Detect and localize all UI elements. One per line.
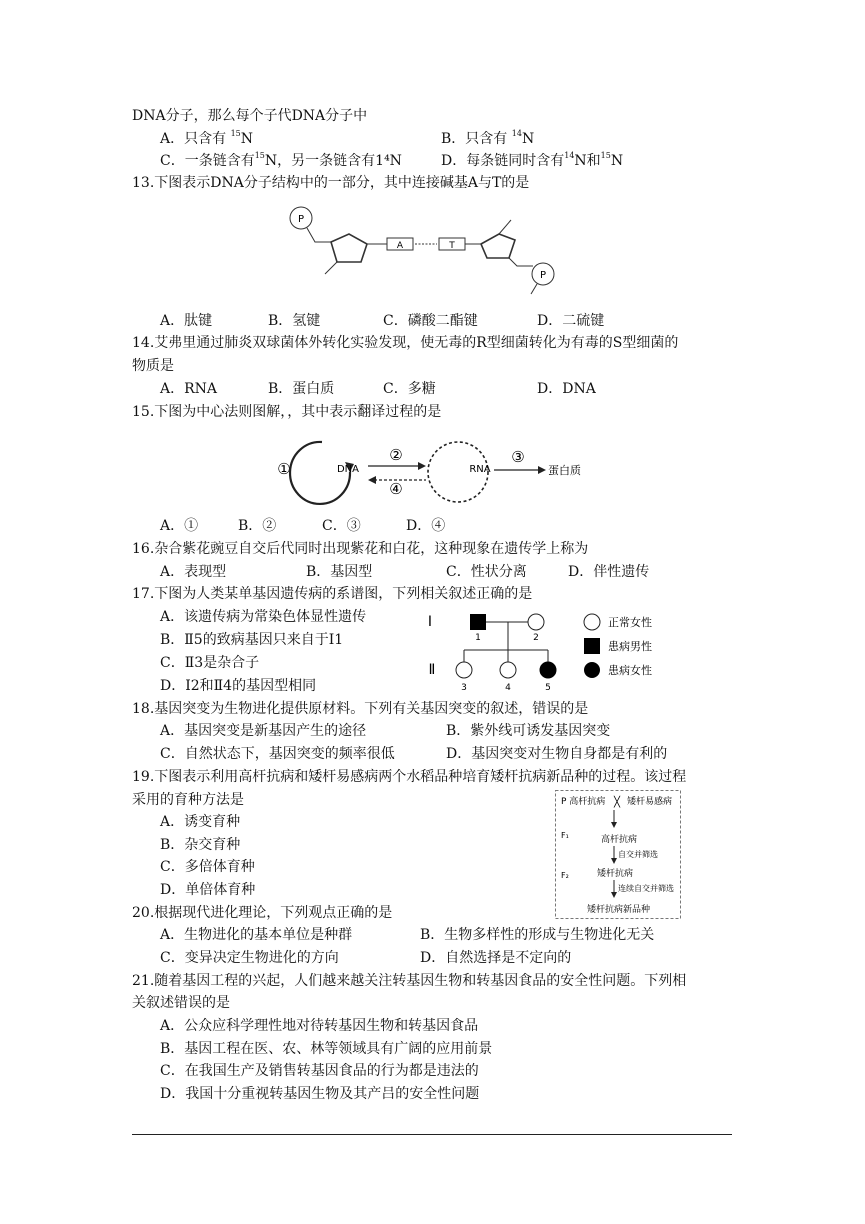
q12-b-text: B．只含有 (441, 131, 512, 147)
arrow-head (538, 466, 546, 474)
question-14-stem-line1: 14.艾弗里通过肺炎双球菌体外转化实验发现，使无毒的R型细菌转化为有毒的S型细菌的 (132, 335, 679, 351)
q20-option-a[interactable]: A．生物进化的基本单位是种群 (160, 927, 353, 943)
q12-d-sup2: 15 (600, 151, 611, 161)
q21-option-c[interactable]: C．在我国生产及销售转基因食品的行为都是违法的 (160, 1063, 479, 1079)
q16-option-d[interactable]: D．伴性遗传 (568, 564, 650, 580)
q14-option-c[interactable]: C．多糖 (383, 381, 436, 397)
q12-c-unit: N，另一条链含有1⁴N (264, 153, 402, 169)
bond-line (499, 220, 511, 234)
q14-option-a[interactable]: A．RNA (160, 381, 218, 397)
central-dogma-figure (270, 432, 600, 514)
individual-ii4-normal-female (500, 662, 516, 678)
individual-ii5-number: 5 (545, 683, 551, 693)
q12-d-unit: N和 (574, 153, 601, 169)
individual-i2-number: 2 (533, 633, 539, 643)
q20-option-d[interactable]: D．自然选择是不定向的 (420, 950, 572, 966)
question-17-stem: 17.下图为人类某单基因遗传病的系谱图，下列相关叙述正确的是 (132, 586, 533, 602)
q12-a-sup: 15 (230, 129, 241, 139)
step-continuous-self-select: 连续自交并筛选 (618, 884, 674, 893)
q12-d-text: D．每条链同时含有 (441, 153, 565, 169)
arrow-head (418, 462, 426, 470)
q12-b-sup: 14 (511, 129, 522, 139)
f2-label: F₂ (561, 871, 569, 880)
arrow-head (368, 476, 376, 484)
q13-option-d[interactable]: D．二硫键 (537, 313, 605, 329)
individual-ii5-affected-female (540, 662, 556, 678)
generation-1-label: Ⅰ (427, 614, 433, 630)
protein-label: 蛋白质 (548, 464, 581, 477)
f1-label: F₁ (561, 831, 569, 840)
q12-option-a[interactable] (160, 129, 253, 149)
q14-option-d[interactable]: D．DNA (537, 381, 596, 397)
question-19-stem-line2: 采用的育种方法是 (132, 792, 244, 808)
question-16-stem: 16.杂合紫花豌豆自交后代同时出现紫花和白花，这种现象在遗传学上称为 (132, 541, 589, 557)
q12-d-unit2: N (610, 153, 624, 169)
bond-line (509, 258, 533, 266)
q18-option-d[interactable]: D．基因突变对生物自身都是有利的 (446, 746, 668, 762)
arrow-head (611, 892, 617, 898)
q19-option-c[interactable]: C．多倍体育种 (160, 859, 255, 875)
q17-option-a[interactable]: A．该遗传病为常染色体显性遗传 (160, 609, 367, 625)
question-15-stem: 15.下图为中心法则图解，，其中表示翻译过程的是 (132, 404, 442, 420)
legend-normal-female-label: 正常女性 (608, 616, 652, 629)
individual-ii3-number: 3 (461, 683, 467, 693)
q16-option-c[interactable]: C．性状分离 (446, 564, 527, 580)
q17-option-c[interactable]: C．Ⅱ3是杂合子 (160, 655, 260, 671)
q21-option-b[interactable]: B．基因工程在医、农、林等领域具有广阔的应用前景 (160, 1041, 493, 1057)
process-1-label: ① (277, 460, 291, 478)
q12-c-sup: 15 (254, 151, 265, 161)
q18-option-a[interactable]: A．基因突变是新基因产生的途径 (160, 723, 367, 739)
base-t-label: T (449, 241, 455, 251)
q15-option-c[interactable]: C．③ (322, 518, 361, 534)
q12-option-d[interactable] (441, 151, 623, 171)
q17-option-b[interactable]: B．Ⅱ5的致病基因只来自于Ⅰ1 (160, 632, 344, 648)
sugar-pentagon-left (331, 234, 367, 262)
individual-i2-normal-female (528, 614, 544, 630)
q20-option-b[interactable]: B．生物多样性的形成与生物进化无关 (420, 927, 655, 943)
q18-option-b[interactable]: B．紫外线可诱发基因突变 (446, 723, 611, 739)
arrow-head (611, 858, 617, 864)
new-variety: 矮杆抗病新品种 (587, 905, 651, 915)
q19-option-d[interactable]: D．单倍体育种 (160, 882, 256, 898)
process-4-label: ④ (389, 480, 403, 498)
q12-b-unit: N (521, 131, 535, 147)
breeding-flowchart (555, 790, 682, 920)
question-20-stem: 20.根据现代进化理论，下列观点正确的是 (132, 905, 393, 921)
process-2-label: ② (389, 446, 403, 464)
q13-option-b[interactable]: B．氢键 (268, 313, 321, 329)
legend-affected-female-label: 患病女性 (608, 664, 652, 677)
bond-line (531, 284, 537, 294)
q19-option-b[interactable]: B．杂交育种 (160, 837, 241, 853)
f1-phenotype: 高杆抗病 (601, 835, 638, 845)
q16-option-b[interactable]: B．基因型 (306, 564, 373, 580)
q14-option-b[interactable]: B．蛋白质 (268, 381, 335, 397)
parent-short-susceptible: 矮杆易感病 (627, 797, 673, 807)
q13-option-a[interactable]: A．肽键 (160, 313, 213, 329)
q12-c-text: C．一条链含有 (160, 153, 255, 169)
q15-option-d[interactable]: D．④ (406, 518, 446, 534)
q12-option-c[interactable] (160, 151, 402, 171)
q21-option-d[interactable]: D．我国十分重视转基因生物及其产吕的安全性问题 (160, 1086, 480, 1102)
arrow-head (611, 822, 617, 828)
question-21-stem-line1: 21.随着基因工程的兴起，人们越来越关注转基因生物和转基因食品的安全性问题。下列相 (132, 973, 687, 989)
q12-d-sup: 14 (564, 151, 575, 161)
individual-ii3-normal-female (456, 662, 472, 678)
q12-option-b[interactable] (441, 129, 534, 149)
question-14-stem-line2: 物质是 (132, 358, 174, 374)
individual-i1-affected-male (470, 614, 486, 630)
phosphate-label-right: P (539, 270, 547, 281)
rna-label: RNA (469, 464, 491, 475)
q21-option-a[interactable]: A．公众应科学理性地对待转基因生物和转基因食品 (160, 1018, 479, 1034)
question-18-stem: 18.基因突变为生物进化提供原材料。下列有关基因突变的叙述，错误的是 (132, 701, 589, 717)
q18-option-c[interactable]: C．自然状态下，基因突变的频率很低 (160, 746, 395, 762)
bond-line (325, 262, 337, 274)
parent-tall-resistant: P 高杆抗病 (561, 797, 606, 807)
individual-ii4-number: 4 (505, 683, 511, 693)
generation-2-label: Ⅱ (428, 662, 436, 678)
base-a-label: A (396, 241, 404, 251)
pedigree-chart (420, 604, 710, 696)
question-19-stem-line1: 19.下图表示利用高杆抗病和矮杆易感病两个水稻品种培育矮杆抗病新品种的过程。该过程 (132, 769, 687, 785)
question-21-stem-line2: 关叙述错误的是 (132, 995, 230, 1011)
legend-normal-female-symbol (584, 614, 600, 630)
f2-phenotype: 矮杆抗病 (597, 869, 634, 879)
bond-line (307, 228, 331, 242)
sugar-pentagon-right (481, 234, 515, 258)
legend-affected-male-symbol (584, 638, 600, 654)
q13-option-c[interactable]: C．磷酸二酯键 (383, 313, 478, 329)
q19-option-a[interactable]: A．诱变育种 (160, 814, 241, 830)
question-13-stem: 13.下图表示DNA分子结构中的一部分，其中连接碱基A与T的是 (132, 175, 530, 191)
dna-structure-figure (285, 198, 560, 298)
q12-a-unit: N (240, 131, 253, 147)
q20-option-c[interactable]: C．变异决定生物进化的方向 (160, 950, 339, 966)
legend-affected-male-label: 患病男性 (608, 640, 652, 653)
dna-label: DNA (336, 464, 360, 475)
legend-affected-female-symbol (584, 662, 600, 678)
question-12-tail: DNA分子，那么每个子代DNA分子中 (132, 108, 368, 124)
q15-option-a[interactable]: A．① (160, 518, 199, 534)
phosphate-label-left: P (297, 214, 305, 225)
q16-option-a[interactable]: A．表现型 (160, 564, 227, 580)
process-3-label: ③ (511, 448, 525, 466)
q17-option-d[interactable]: D．Ⅰ2和Ⅱ4的基因型相同 (160, 678, 317, 694)
step-self-select: 自交并筛选 (618, 850, 658, 859)
q15-option-b[interactable]: B．② (238, 518, 277, 534)
page-bottom-rule (132, 1134, 732, 1135)
q12-a-text: A．只含有 (160, 131, 231, 147)
individual-i1-number: 1 (475, 633, 481, 643)
cross-symbol: ╳ (614, 797, 621, 808)
